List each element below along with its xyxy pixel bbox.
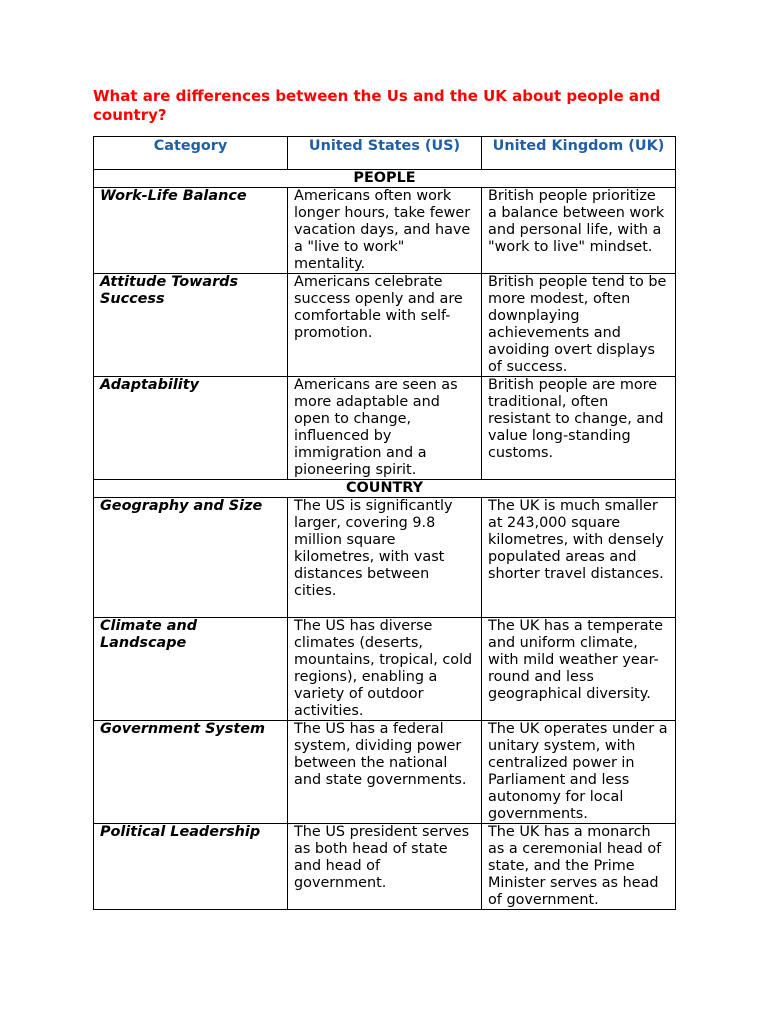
header-us: United States (US) [288, 137, 482, 170]
category-cell: Political Leadership [94, 824, 288, 910]
us-cell: Americans often work longer hours, take fewer vacation days, and have a "live to work" mentality. [288, 188, 482, 274]
table-row [94, 498, 676, 618]
uk-cell: British people are more traditional, often resistant to change, and value long-standing customs. [482, 377, 676, 480]
table-row [94, 377, 676, 480]
table-header-row [94, 137, 676, 170]
table-row [94, 721, 676, 824]
question-title: What are differences between the Us and the UK about people and country? [93, 87, 661, 124]
category-cell: Government System [94, 721, 288, 824]
uk-cell: The UK operates under a unitary system, with centralized power in Parliament and less autonomy for local governments. [482, 721, 676, 824]
table-row [94, 274, 676, 377]
us-cell: Americans are seen as more adaptable and open to change, influenced by immigration and a pioneering spirit. [288, 377, 482, 480]
category-cell: Attitude Towards Success [94, 274, 288, 377]
section-label-country: COUNTRY [94, 480, 676, 498]
uk-cell: The UK is much smaller at 243,000 square kilometres, with densely populated areas and shorter travel distances. [482, 498, 676, 618]
comparison-table [93, 136, 676, 910]
us-cell: The US has a federal system, dividing power between the national and state governments. [288, 721, 482, 824]
header-uk: United Kingdom (UK) [482, 137, 676, 170]
uk-cell: The UK has a temperate and uniform climate, with mild weather year-round and less geographical diversity. [482, 618, 676, 721]
category-cell: Work-Life Balance [94, 188, 288, 274]
section-label-people: PEOPLE [94, 170, 676, 188]
us-cell: The US president serves as both head of state and head of government. [288, 824, 482, 910]
us-cell: The US has diverse climates (deserts, mountains, tropical, cold regions), enabling a variety of outdoor activities. [288, 618, 482, 721]
table-row [94, 188, 676, 274]
table-row [94, 618, 676, 721]
table-row [94, 824, 676, 910]
uk-cell: The UK has a monarch as a ceremonial head of state, and the Prime Minister serves as head of government. [482, 824, 676, 910]
header-category: Category [94, 137, 288, 170]
section-row-people [94, 170, 676, 188]
category-cell: Geography and Size [94, 498, 288, 618]
us-cell: Americans celebrate success openly and are comfortable with self-promotion. [288, 274, 482, 377]
uk-cell: British people prioritize a balance between work and personal life, with a "work to live" mindset. [482, 188, 676, 274]
category-cell: Adaptability [94, 377, 288, 480]
us-cell: The US is significantly larger, covering 9.8 million square kilometres, with vast distances between cities. [288, 498, 482, 618]
section-row-country [94, 480, 676, 498]
uk-cell: British people tend to be more modest, often downplaying achievements and avoiding overt displays of success. [482, 274, 676, 377]
category-cell: Climate and Landscape [94, 618, 288, 721]
